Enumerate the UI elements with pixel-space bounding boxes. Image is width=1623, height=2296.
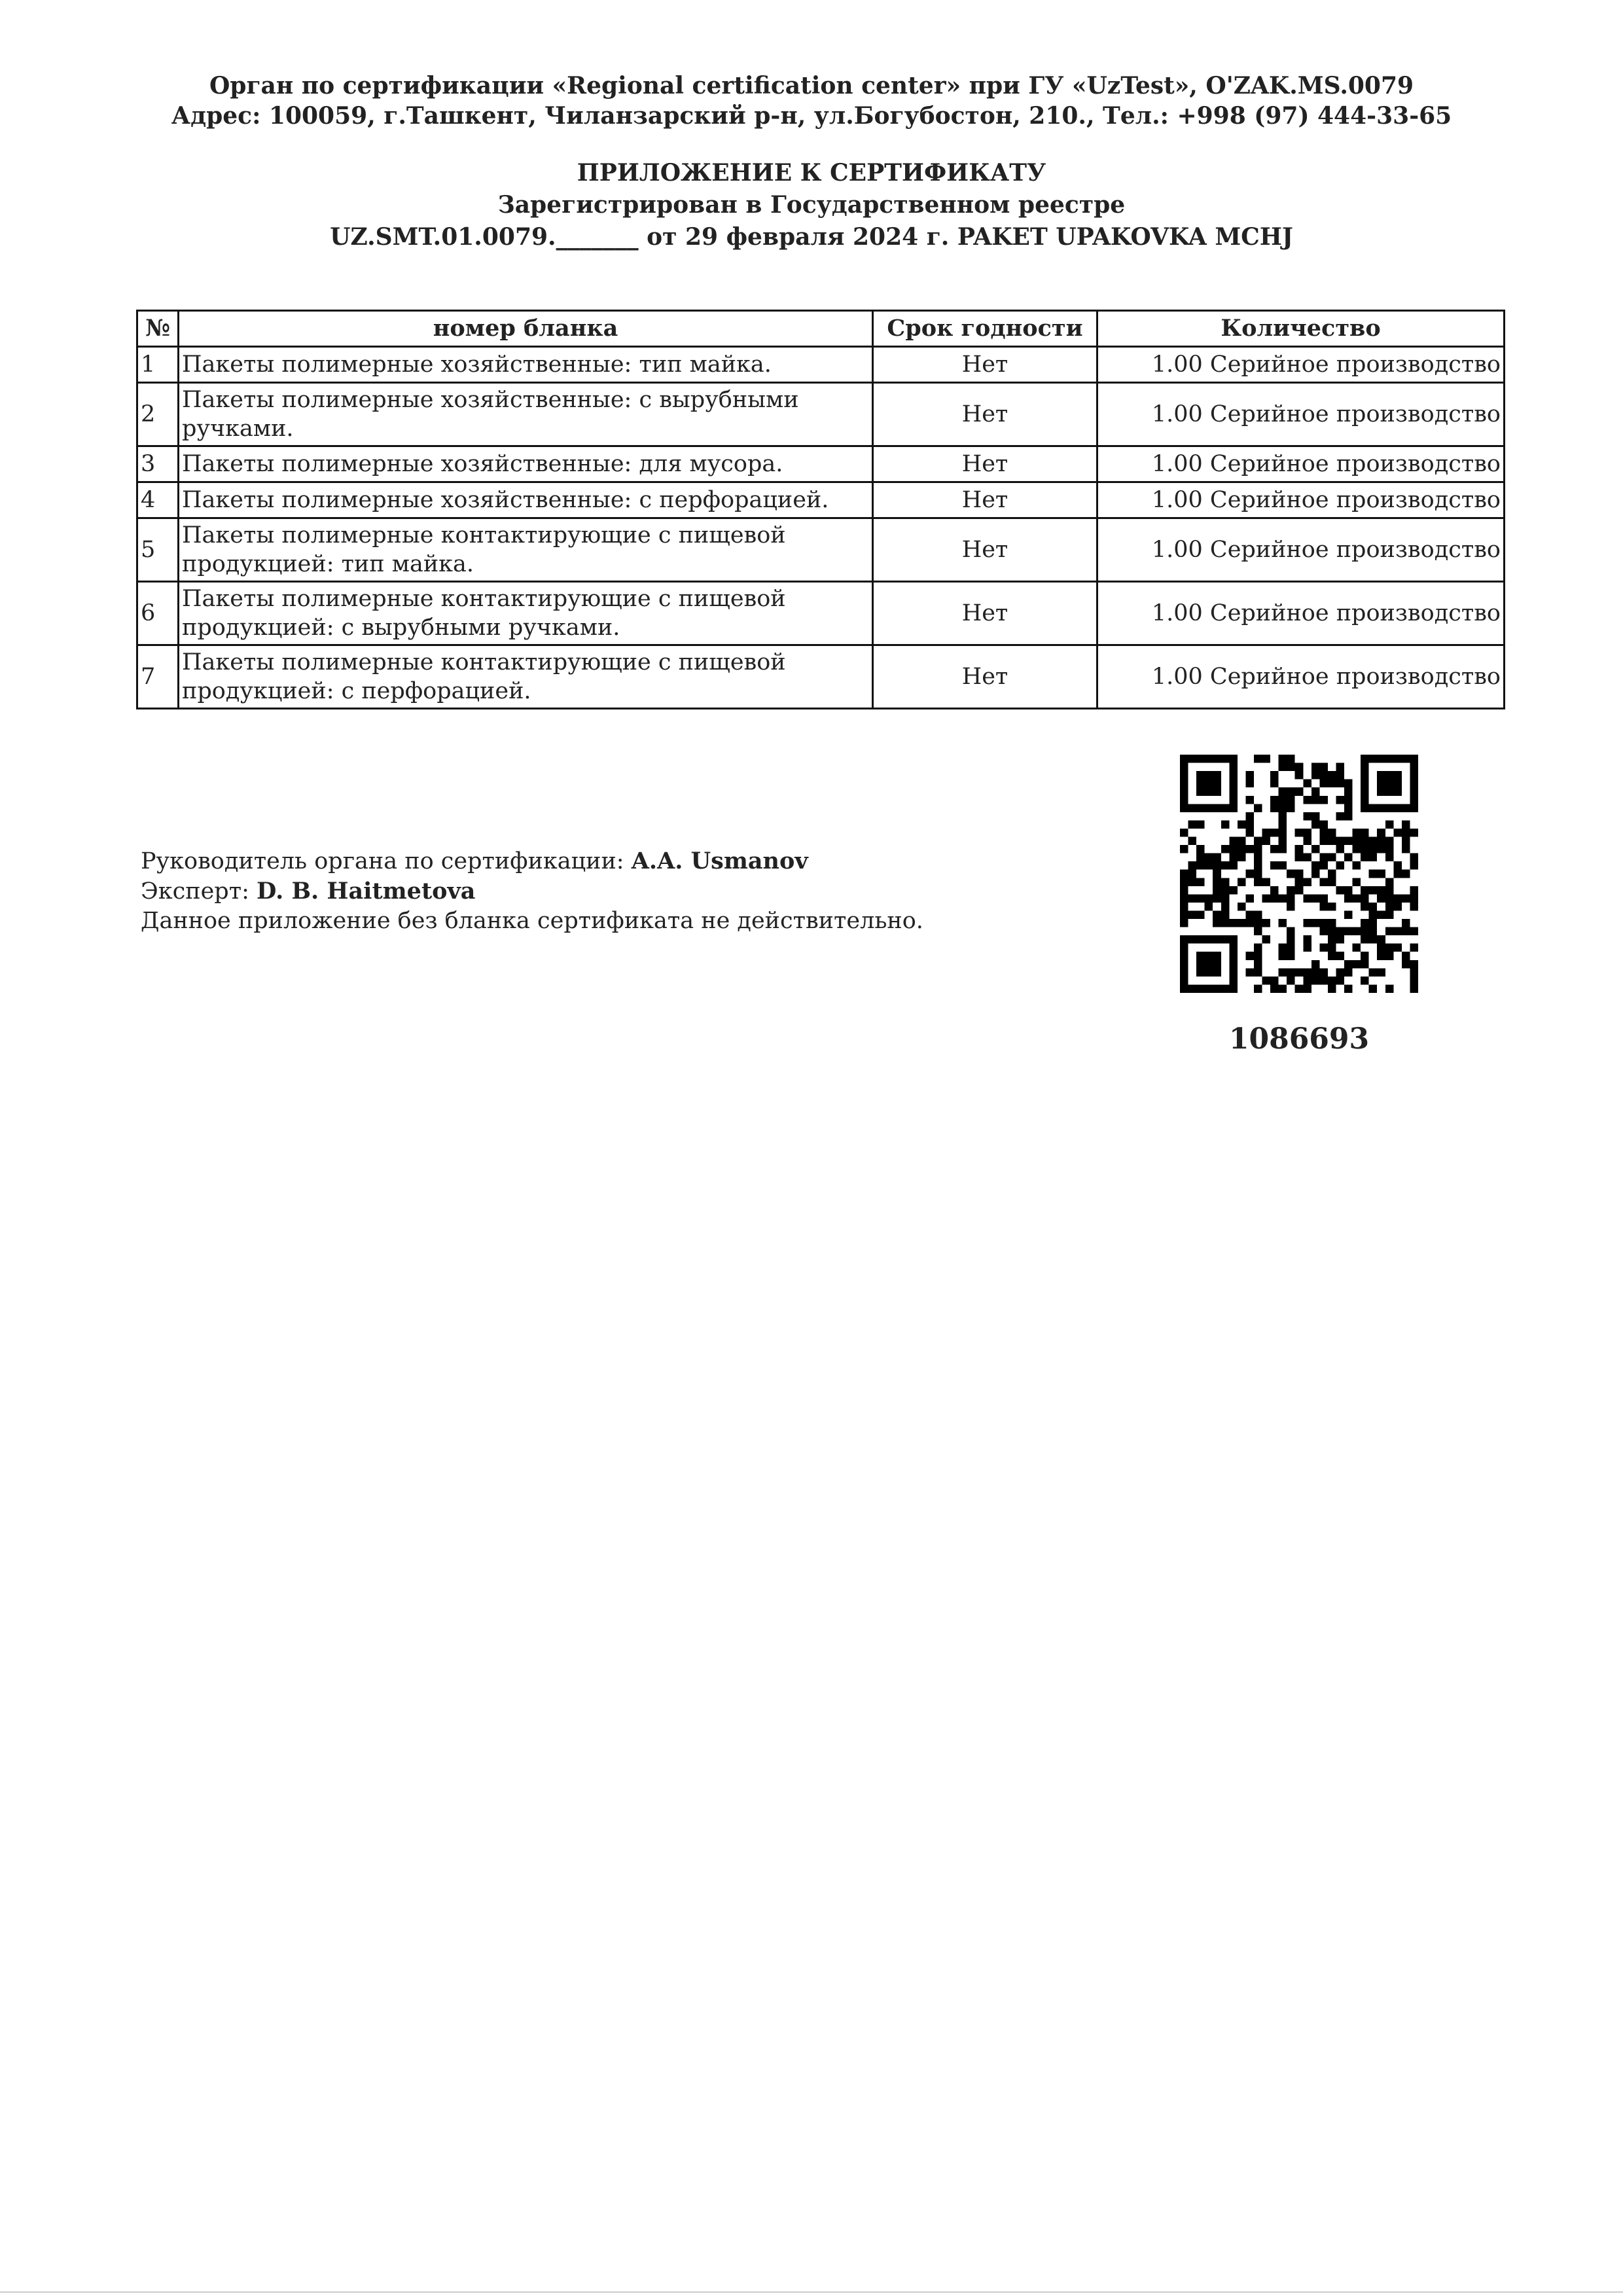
table-row bbox=[137, 645, 1505, 709]
shelf-life: Нет bbox=[873, 482, 1097, 518]
shelf-life: Нет bbox=[873, 582, 1097, 645]
validity-note: Данное приложение без бланка сертификата не действительно. bbox=[141, 908, 923, 934]
product-name: Пакеты полимерные хозяйственные: тип майка. bbox=[179, 347, 873, 383]
shelf-life: Нет bbox=[873, 645, 1097, 709]
registration-number: UZ.SMT.01.0079._______ от 29 февраля 2024 г. PAKET UPAKOVKA MCHJ bbox=[330, 223, 1293, 251]
quantity: 1.00 Серийное производство bbox=[1097, 482, 1505, 518]
shelf-life: Нет bbox=[873, 518, 1097, 582]
quantity: 1.00 Серийное производство bbox=[1097, 645, 1505, 709]
product-name: Пакеты полимерные хозяйственные: с перфорацией. bbox=[179, 482, 873, 518]
quantity: 1.00 Серийное производство bbox=[1097, 582, 1505, 645]
column-header-name: номер бланка bbox=[179, 311, 873, 347]
table-row bbox=[137, 446, 1505, 482]
expert-signature-line bbox=[141, 876, 923, 906]
shelf-life: Нет bbox=[873, 446, 1097, 482]
product-name: Пакеты полимерные хозяйственные: с вырубными ручками. bbox=[179, 383, 873, 446]
expert-name: D. B. Haitmetova bbox=[257, 878, 476, 905]
issuer-name: Орган по сертификации «Regional certification center» при ГУ «UzTest», O'ZAK.MS.0079 bbox=[209, 72, 1414, 99]
shelf-life: Нет bbox=[873, 347, 1097, 383]
product-name: Пакеты полимерные контактирующие с пищевой продукцией: с перфорацией. bbox=[179, 645, 873, 709]
column-header-quantity: Количество bbox=[1097, 311, 1505, 347]
qr-code-number: 1086693 bbox=[1228, 1022, 1370, 1056]
row-number: 2 bbox=[137, 383, 179, 446]
table-row bbox=[137, 383, 1505, 446]
products-table bbox=[136, 310, 1505, 709]
head-label: Руководитель органа по сертификации: bbox=[141, 848, 624, 874]
issuer-address: Адрес: 100059, г.Ташкент, Чиланзарский р-н, ул.Богубостон, 210., Тел.: +998 (97) 444-33-65 bbox=[171, 102, 1452, 130]
row-number: 7 bbox=[137, 645, 179, 709]
signature-block bbox=[141, 846, 923, 936]
table-row bbox=[137, 347, 1505, 383]
issuer-header bbox=[0, 71, 1623, 131]
document-title-block bbox=[0, 157, 1623, 253]
expert-label: Эксперт: bbox=[141, 878, 249, 905]
row-number: 1 bbox=[137, 347, 179, 383]
document-title: ПРИЛОЖЕНИЕ К СЕРТИФИКАТУ bbox=[577, 159, 1046, 187]
quantity: 1.00 Серийное производство bbox=[1097, 446, 1505, 482]
product-name: Пакеты полимерные контактирующие с пищевой продукцией: тип майка. bbox=[179, 518, 873, 582]
column-header-term: Срок годности bbox=[873, 311, 1097, 347]
table-row bbox=[137, 518, 1505, 582]
row-number: 4 bbox=[137, 482, 179, 518]
product-name: Пакеты полимерные хозяйственные: для мусора. bbox=[179, 446, 873, 482]
table-row bbox=[137, 582, 1505, 645]
row-number: 3 bbox=[137, 446, 179, 482]
head-name: A.A. Usmanov bbox=[631, 848, 808, 874]
table-header-row bbox=[137, 311, 1505, 347]
column-header-number: № bbox=[137, 311, 179, 347]
quantity: 1.00 Серийное производство bbox=[1097, 518, 1505, 582]
registry-note: Зарегистрирован в Государственном реестре bbox=[497, 191, 1126, 219]
page-bottom-edge bbox=[0, 2291, 1623, 2293]
table-row bbox=[137, 482, 1505, 518]
qr-code-icon bbox=[1180, 755, 1418, 993]
row-number: 5 bbox=[137, 518, 179, 582]
row-number: 6 bbox=[137, 582, 179, 645]
quantity: 1.00 Серийное производство bbox=[1097, 383, 1505, 446]
shelf-life: Нет bbox=[873, 383, 1097, 446]
head-signature-line bbox=[141, 846, 923, 876]
product-name: Пакеты полимерные контактирующие с пищевой продукцией: с вырубными ручками. bbox=[179, 582, 873, 645]
quantity: 1.00 Серийное производство bbox=[1097, 347, 1505, 383]
